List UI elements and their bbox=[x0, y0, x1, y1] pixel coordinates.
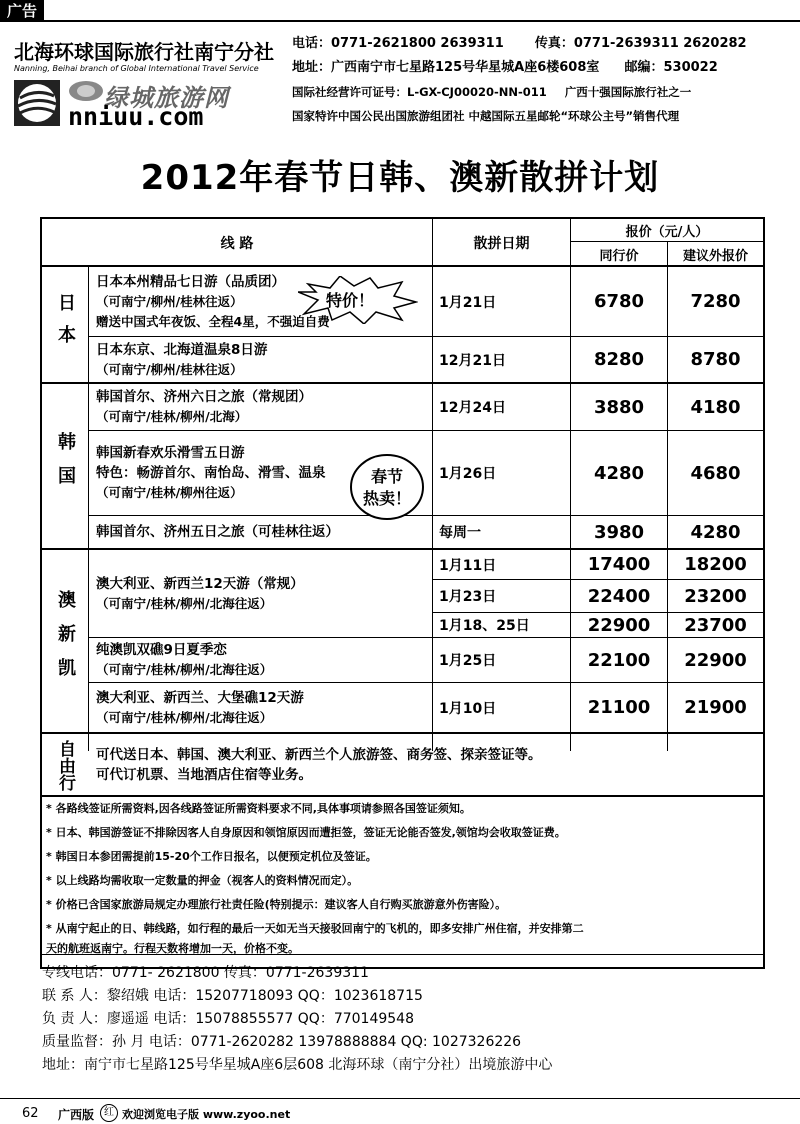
departure-date: 12月24日 bbox=[439, 400, 506, 416]
suggested-price: 23200 bbox=[684, 585, 747, 607]
hot-sale-badge bbox=[356, 466, 418, 510]
route-row bbox=[88, 337, 432, 382]
region-label: 自由行 bbox=[55, 739, 75, 791]
footer-rule bbox=[0, 1098, 800, 1099]
suggested-price: 21900 bbox=[684, 697, 747, 718]
contact-manager: 负 责 人：廖遥遥 电话：15078855577 QQ：770149548 bbox=[42, 1011, 414, 1027]
suggested-price: 7280 bbox=[690, 291, 741, 312]
contact-person: 联 系 人：黎绍娥 电话：15207718093 QQ：1023618715 bbox=[42, 988, 423, 1004]
company-name: 北海环球国际旅行社南宁分社 bbox=[14, 40, 274, 64]
peer-price: 4280 bbox=[593, 462, 645, 484]
route-name: 澳大利亚、新西兰、大堡礁12天游 bbox=[96, 689, 304, 706]
note-item: * 日本、韩国游签证不排除因客人自身原因和领馆原因而遭拒签，签证无论能否签发,领馆均会收取签证费。 bbox=[46, 826, 566, 839]
free-travel-line: 可代订机票、当地酒店住宿等业务。 bbox=[96, 766, 312, 783]
route-departure: （可南宁/桂林/柳州/北海） bbox=[96, 409, 248, 424]
fax-value: 0771-2639311 2620282 bbox=[573, 36, 747, 51]
route-row bbox=[88, 431, 388, 515]
peer-price: 8280 bbox=[593, 349, 645, 370]
peer-price: 17400 bbox=[587, 554, 651, 575]
site-url: nniuu.com bbox=[68, 102, 204, 131]
contact-line-1 bbox=[292, 32, 796, 56]
top-rule bbox=[0, 20, 800, 22]
route-row bbox=[88, 550, 432, 637]
contact-line-3 bbox=[292, 80, 796, 104]
route-row bbox=[88, 384, 432, 430]
contact-quality: 质量监督：孙 月 电话：0771-2620282 13978888884 QQ: 1027326226 bbox=[42, 1034, 522, 1050]
note-item: * 各路线签证所需资料,因各线路签证所需资料要求不同,具体事项请参照各国签证须知。 bbox=[46, 802, 471, 815]
page-number: 62 bbox=[22, 1106, 39, 1121]
region-free-travel bbox=[42, 734, 88, 796]
peer-price: 22900 bbox=[587, 614, 651, 636]
contact-line-4 bbox=[292, 104, 796, 128]
route-note: 赠送中国式年夜饭、全程4星，不强迫自费 bbox=[96, 313, 330, 329]
peer-price: 6780 bbox=[593, 291, 645, 312]
route-name: 纯澳凯双礁9日夏季恋 bbox=[96, 642, 227, 658]
free-travel-line: 可代送日本、韩国、澳大利亚、新西兰个人旅游签、商务签、探亲签证等。 bbox=[96, 746, 542, 763]
license-text: 国际社经营许可证号：L-GX-CJ00020-NN-011 bbox=[292, 85, 547, 99]
region-label: 日本 bbox=[55, 293, 76, 357]
suggested-price: 4280 bbox=[690, 521, 741, 543]
departure-date: 1月10日 bbox=[439, 700, 497, 717]
zip-value: 530022 bbox=[663, 60, 718, 75]
header-route: 线 路 bbox=[220, 236, 254, 252]
globe-logo-icon bbox=[14, 80, 60, 126]
peer-price: 22400 bbox=[587, 585, 651, 607]
departure-date: 1月25日 bbox=[439, 653, 497, 669]
contact-info bbox=[292, 32, 796, 128]
note-item: 天的航班返南宁。行程天数将增加一天，价格不变。 bbox=[46, 942, 299, 955]
route-departure: （可南宁/柳州/桂林往返） bbox=[96, 293, 243, 309]
route-features: 特色：畅游首尔、南怡岛、滑雪、温泉 bbox=[96, 465, 326, 481]
free-travel-info bbox=[88, 734, 763, 795]
fax-label: 传真： bbox=[534, 36, 574, 51]
route-departure: （可南宁/桂林/柳州往返） bbox=[96, 485, 243, 500]
header-date: 散拼日期 bbox=[473, 236, 530, 252]
peer-price: 21100 bbox=[587, 697, 651, 718]
route-name: 澳大利亚、新西兰12天游（常规） bbox=[96, 575, 304, 592]
note-item: * 价格已含国家旅游局规定办理旅行社责任险(特别提示：建议客人自行购买旅游意外伤害险）。 bbox=[46, 898, 507, 911]
departure-date: 12月21日 bbox=[439, 352, 506, 369]
header-price: 报价（元/人） bbox=[625, 224, 709, 240]
suggested-price: 4180 bbox=[690, 396, 741, 418]
note-item: * 从南宁起止的日、韩线路，如行程的最后一天如无当天接驳回南宁的飞机的，即多安排广州住宿，并安排第二 bbox=[46, 922, 584, 935]
phone-label: 电话： bbox=[292, 36, 332, 51]
contact-address: 地址：南宁市七星路125号华星城A座6层608 北海环球（南宁分社）出境旅游中心 bbox=[42, 1057, 553, 1073]
free-notes-divider bbox=[42, 795, 763, 797]
route-departure: （可南宁/柳州/桂林往返） bbox=[96, 361, 243, 377]
route-row bbox=[88, 638, 432, 682]
suggested-price: 23700 bbox=[684, 614, 747, 636]
zip-label: 邮编： bbox=[624, 60, 664, 75]
route-row bbox=[88, 683, 432, 732]
peer-price: 3880 bbox=[593, 396, 645, 418]
company-logo-area bbox=[8, 30, 288, 130]
honor-text: 广西十强国际旅行社之一 bbox=[564, 85, 692, 99]
route-departure: （可南宁/桂林/柳州/北海往返） bbox=[96, 595, 273, 611]
route-name: 韩国首尔、济州五日之旅（可桂林往返） bbox=[96, 524, 339, 540]
route-name: 日本东京、北海道温泉8日游 bbox=[96, 341, 268, 358]
page-title: 2012年春节日韩、澳新散拼计划 bbox=[140, 158, 660, 198]
route-departure: （可南宁/桂林/柳州/北海往返） bbox=[96, 662, 273, 677]
company-name-en: Nanning, Beihai branch of Global International Travel Service bbox=[14, 64, 259, 73]
departure-date: 每周一 bbox=[439, 525, 481, 541]
suggested-price: 8780 bbox=[690, 349, 741, 370]
hot-sale-line: 热卖！ bbox=[362, 489, 411, 508]
header-suggested-price: 建议外报价 bbox=[682, 248, 748, 264]
departure-date: 1月18、25日 bbox=[439, 618, 530, 634]
note-item: * 韩国日本参团需提前15-20个工作日报名，以便预定机位及签证。 bbox=[46, 850, 377, 863]
footer-slogan: 欢迎浏览电子版 www.zyoo.net bbox=[122, 1108, 291, 1121]
departure-date: 1月26日 bbox=[439, 466, 497, 482]
special-price-badge: 特价！ bbox=[326, 291, 375, 310]
header-peer-price: 同行价 bbox=[599, 248, 639, 264]
contact-hotline: 专线电话：0771- 2621800 传真：0771-2639311 bbox=[42, 965, 369, 981]
region-korea bbox=[42, 384, 88, 548]
suggested-price: 4680 bbox=[690, 462, 741, 484]
page-footer bbox=[0, 1098, 800, 1124]
globe-icon bbox=[68, 80, 104, 102]
site-name: 绿城旅游网 bbox=[104, 84, 229, 112]
contact-line-2 bbox=[292, 56, 796, 80]
designation-text: 国家特许中国公民出国旅游组团社 中越国际五星邮轮“环球公主号”销售代理 bbox=[292, 109, 680, 123]
region-label: 澳新凯 bbox=[55, 590, 76, 692]
route-name: 日本本州精品七日游（品质团） bbox=[96, 273, 285, 290]
address-value: 广西南宁市七星路125号华星城A座6楼608室 bbox=[331, 60, 600, 75]
departure-date: 1月21日 bbox=[439, 294, 497, 311]
note-item: * 以上线路均需收取一定数量的押金（视客人的资料情况而定）。 bbox=[46, 874, 359, 887]
region-aus-nz bbox=[42, 550, 88, 732]
region-label: 韩国 bbox=[55, 432, 76, 500]
ad-tag: 广告 bbox=[0, 0, 44, 22]
suggested-price: 18200 bbox=[684, 554, 747, 575]
region-japan bbox=[42, 267, 88, 383]
departure-date: 1月23日 bbox=[439, 589, 497, 605]
red-badge-icon: 红 bbox=[100, 1104, 118, 1122]
route-name: 韩国新春欢乐滑雪五日游 bbox=[96, 445, 245, 461]
route-name: 韩国首尔、济州六日之旅（常规团） bbox=[96, 389, 312, 405]
address-label: 地址： bbox=[292, 60, 332, 75]
peer-price: 22100 bbox=[587, 649, 651, 671]
hot-sale-line: 春节 bbox=[370, 467, 403, 486]
route-departure: （可南宁/桂林/柳州/北海往返） bbox=[96, 709, 273, 725]
phone-value: 0771-2621800 2639311 bbox=[331, 36, 504, 51]
departure-date: 1月11日 bbox=[439, 557, 497, 574]
suggested-price: 22900 bbox=[684, 649, 747, 671]
peer-price: 3980 bbox=[593, 521, 645, 543]
edition-label: 广西版 bbox=[58, 1108, 95, 1122]
